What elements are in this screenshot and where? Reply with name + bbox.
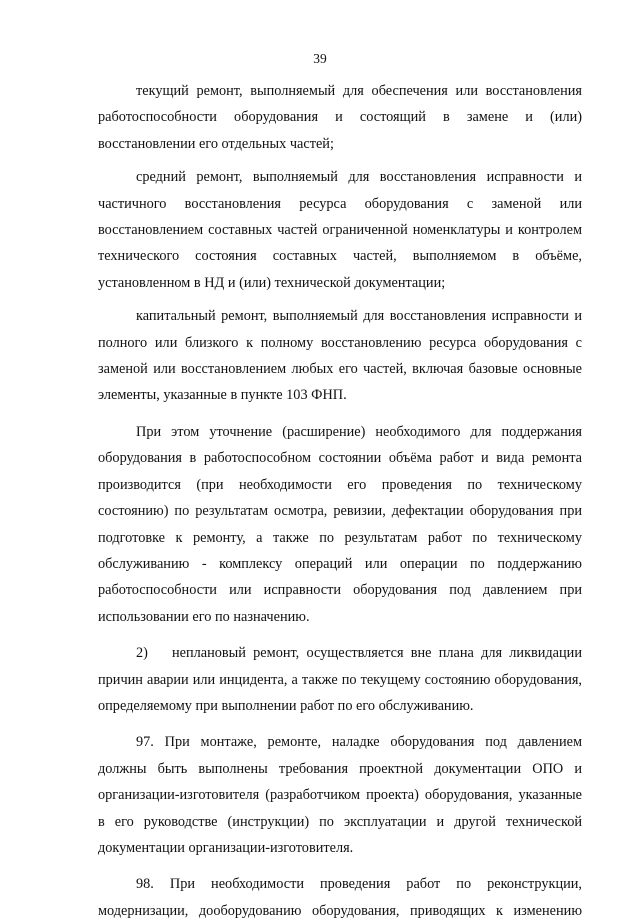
body-text <box>98 78 582 924</box>
paragraph-medium-repair: средний ремонт, выполняемый для восстановления исправности и частичного восстановления ресурса оборудования с заменой или восстановлением составных частей ограниченной номенклатуры и контролем технического состояния составных частей, выполняемом в объёме, установленном в НД и (или) технической документации; <box>98 169 582 291</box>
paragraph-unplanned-repair <box>98 640 582 719</box>
paragraph-capital-repair: капитальный ремонт, выполняемый для восстановления исправности и полного или близкого к полному восстановлению ресурса оборудования с заменой или восстановлением любых его частей, включая базовые основные элементы, указанные в пункте 103 ФНП. <box>98 308 582 404</box>
paragraph-current-repair: текущий ремонт, выполняемый для обеспечения или восстановления работоспособности оборудования и состоящий в замене и (или) восстановлении его отдельных частей; <box>98 83 582 152</box>
paragraph-clause-98: 98. При необходимости проведения работ по реконструкции, модернизации, дооборудованию оборудования, приводящих к изменению <box>98 876 582 919</box>
page-number: 39 <box>313 51 327 66</box>
list-item-text: неплановый ремонт, осуществляется вне плана для ликвидации причин аварии или инцидента, а также по текущему состоянию оборудования, определяемому при выполнении работ по его обслуживанию. <box>98 645 582 714</box>
paragraph-clause-97: 97. При монтаже, ремонте, наладке оборудования под давлением должны быть выполнены требования проектной документации ОПО и организации-изготовителя (разработчиком проекта) оборудования, указанные в его руководстве (инструкции) по эксплуатации и другой технической документации организации-изготовителя. <box>98 734 582 856</box>
paragraph-scope-clarification: При этом уточнение (расширение) необходимого для поддержания оборудования в работоспособном состоянии объёма работ и вида ремонта производится (при необходимости его проведения по техническому состоянию) по результатам осмотра, ревизии, дефектации оборудования при подготовке к ремонту, а также по результатам работ по техническому обслуживанию - комплексу операций или операции по поддержанию работоспособности или исправности оборудования под давлением при использовании его по назначению. <box>98 423 582 625</box>
list-number: 2) <box>136 645 148 662</box>
